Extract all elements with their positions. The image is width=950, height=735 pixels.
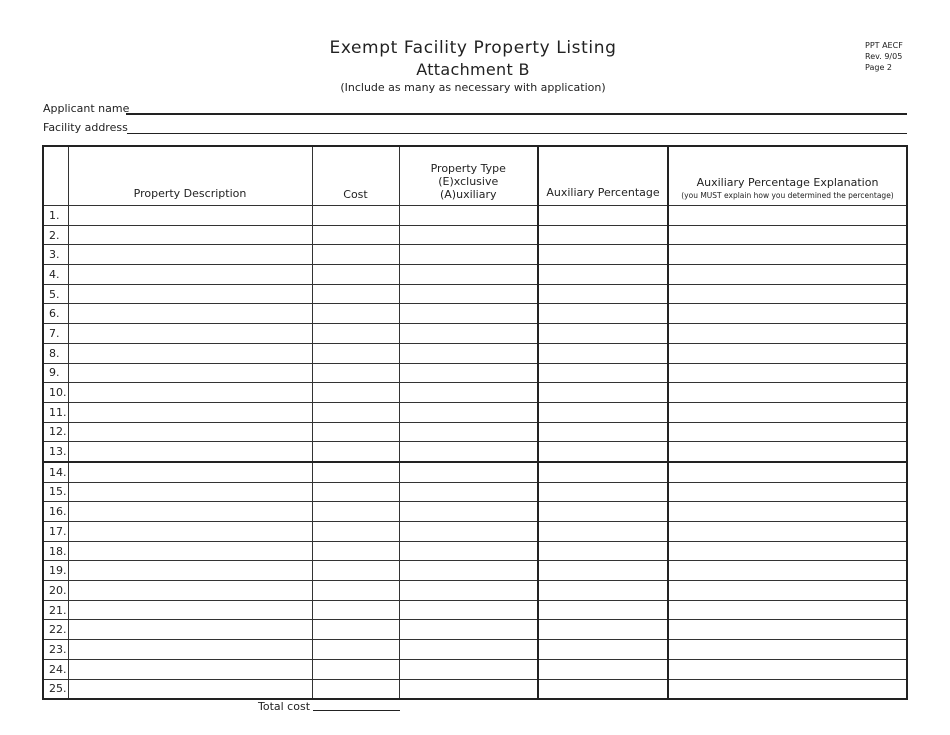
row-number: 3. — [43, 245, 68, 265]
auxiliary-explanation-cell[interactable] — [668, 541, 907, 561]
cost-cell[interactable] — [312, 541, 399, 561]
property-description-header: Property Description — [68, 146, 312, 206]
table-row — [43, 462, 907, 482]
property-type-cell[interactable] — [399, 522, 538, 542]
property-description-cell[interactable] — [68, 659, 312, 679]
property-description-cell[interactable] — [68, 561, 312, 581]
auxiliary-explanation-cell[interactable] — [668, 600, 907, 620]
property-type-cell[interactable] — [399, 442, 538, 462]
auxiliary-percentage-cell[interactable] — [538, 541, 668, 561]
row-number: 15. — [43, 482, 68, 502]
applicant-name-field[interactable] — [126, 113, 907, 115]
row-number: 14. — [43, 462, 68, 482]
table-row — [43, 383, 907, 403]
auxiliary-explanation-header — [668, 146, 907, 206]
auxiliary-percentage-cell[interactable] — [538, 502, 668, 522]
table-row — [43, 343, 907, 363]
auxiliary-explanation-cell[interactable] — [668, 245, 907, 265]
auxiliary-percentage-cell[interactable] — [538, 304, 668, 324]
table-row — [43, 304, 907, 324]
auxiliary-explanation-cell[interactable] — [668, 343, 907, 363]
property-description-cell[interactable] — [68, 640, 312, 660]
auxiliary-explanation-cell[interactable] — [668, 522, 907, 542]
page-title: Exempt Facility Property Listing — [329, 38, 617, 58]
table-row — [43, 265, 907, 285]
total-cost-label: Total cost — [258, 700, 311, 713]
auxiliary-explanation-cell[interactable] — [668, 284, 907, 304]
cost-cell[interactable] — [312, 502, 399, 522]
auxiliary-percentage-cell[interactable] — [538, 363, 668, 383]
row-number: 6. — [43, 304, 68, 324]
auxiliary-explanation-cell[interactable] — [668, 502, 907, 522]
facility-address-row — [43, 119, 907, 135]
table-row — [43, 581, 907, 601]
row-number: 9. — [43, 363, 68, 383]
auxiliary-explanation-cell[interactable] — [668, 620, 907, 640]
property-description-cell[interactable] — [68, 502, 312, 522]
property-description-cell[interactable] — [68, 442, 312, 462]
auxiliary-explanation-cell[interactable] — [668, 561, 907, 581]
table-row — [43, 679, 907, 699]
cost-cell[interactable] — [312, 324, 399, 344]
auxiliary-percentage-cell[interactable] — [538, 343, 668, 363]
property-type-cell[interactable] — [399, 462, 538, 482]
applicant-name-label: Applicant name — [43, 102, 130, 115]
form-code-block — [865, 40, 903, 73]
cost-cell[interactable] — [312, 482, 399, 502]
cost-cell[interactable] — [312, 343, 399, 363]
property-description-cell[interactable] — [68, 265, 312, 285]
cost-cell[interactable] — [312, 383, 399, 403]
table-row — [43, 442, 907, 462]
table-row — [43, 363, 907, 383]
total-cost-row — [258, 698, 400, 714]
property-type-line-1: Property Type — [430, 162, 506, 175]
auxiliary-explanation-cell[interactable] — [668, 363, 907, 383]
property-description-cell[interactable] — [68, 324, 312, 344]
row-number: 21. — [43, 600, 68, 620]
row-number: 13. — [43, 442, 68, 462]
cost-cell[interactable] — [312, 245, 399, 265]
cost-cell[interactable] — [312, 304, 399, 324]
auxiliary-explanation-cell[interactable] — [668, 462, 907, 482]
facility-address-label: Facility address — [43, 121, 128, 134]
property-type-cell[interactable] — [399, 402, 538, 422]
cost-cell[interactable] — [312, 581, 399, 601]
auxiliary-explanation-cell[interactable] — [668, 383, 907, 403]
auxiliary-percentage-cell[interactable] — [538, 422, 668, 442]
cost-cell[interactable] — [312, 284, 399, 304]
property-type-cell[interactable] — [399, 265, 538, 285]
property-type-cell[interactable] — [399, 422, 538, 442]
table-row — [43, 245, 907, 265]
property-description-cell[interactable] — [68, 343, 312, 363]
cost-cell[interactable] — [312, 225, 399, 245]
row-number: 2. — [43, 225, 68, 245]
auxiliary-explanation-cell[interactable] — [668, 225, 907, 245]
cost-header: Cost — [312, 146, 399, 206]
auxiliary-percentage-cell[interactable] — [538, 620, 668, 640]
auxiliary-explanation-cell[interactable] — [668, 402, 907, 422]
cost-cell[interactable] — [312, 522, 399, 542]
property-type-line-2: (E)xclusive — [438, 175, 499, 188]
table-row — [43, 502, 907, 522]
table-row — [43, 482, 907, 502]
property-type-cell[interactable] — [399, 225, 538, 245]
property-type-cell[interactable] — [399, 679, 538, 699]
auxiliary-explanation-cell[interactable] — [668, 442, 907, 462]
auxiliary-explanation-cell[interactable] — [668, 659, 907, 679]
auxiliary-explanation-cell[interactable] — [668, 324, 907, 344]
table-row — [43, 659, 907, 679]
property-type-cell[interactable] — [399, 304, 538, 324]
property-description-cell[interactable] — [68, 225, 312, 245]
cost-cell[interactable] — [312, 206, 399, 226]
auxiliary-percentage-cell[interactable] — [538, 482, 668, 502]
property-description-cell[interactable] — [68, 383, 312, 403]
form-id: PPT AECF — [865, 41, 903, 50]
auxiliary-explanation-cell[interactable] — [668, 581, 907, 601]
property-description-cell[interactable] — [68, 600, 312, 620]
auxiliary-percentage-cell[interactable] — [538, 383, 668, 403]
table-row — [43, 324, 907, 344]
property-description-cell[interactable] — [68, 304, 312, 324]
auxiliary-explanation-note: (you MUST explain how you determined the percentage) — [681, 191, 894, 200]
table-row — [43, 284, 907, 304]
property-type-cell[interactable] — [399, 561, 538, 581]
auxiliary-explanation-cell[interactable] — [668, 482, 907, 502]
property-type-cell[interactable] — [399, 581, 538, 601]
property-description-cell[interactable] — [68, 482, 312, 502]
property-listing-table — [42, 145, 908, 700]
table-row — [43, 206, 907, 226]
auxiliary-percentage-cell[interactable] — [538, 265, 668, 285]
cost-cell[interactable] — [312, 561, 399, 581]
page-subtitle: Attachment B — [416, 60, 530, 79]
cost-cell[interactable] — [312, 402, 399, 422]
row-number: 5. — [43, 284, 68, 304]
property-description-cell[interactable] — [68, 206, 312, 226]
row-number: 8. — [43, 343, 68, 363]
instruction-note: (Include as many as necessary with application) — [340, 81, 606, 94]
auxiliary-explanation-title: Auxiliary Percentage Explanation — [696, 176, 879, 189]
property-type-cell[interactable] — [399, 541, 538, 561]
property-description-cell[interactable] — [68, 620, 312, 640]
property-type-cell[interactable] — [399, 363, 538, 383]
auxiliary-percentage-cell[interactable] — [538, 522, 668, 542]
property-description-cell[interactable] — [68, 245, 312, 265]
auxiliary-percentage-cell[interactable] — [538, 462, 668, 482]
table-row — [43, 422, 907, 442]
property-type-cell[interactable] — [399, 640, 538, 660]
table-row — [43, 640, 907, 660]
table-row — [43, 522, 907, 542]
row-number: 7. — [43, 324, 68, 344]
cost-cell[interactable] — [312, 600, 399, 620]
table-row — [43, 225, 907, 245]
property-type-cell[interactable] — [399, 324, 538, 344]
auxiliary-percentage-cell[interactable] — [538, 659, 668, 679]
property-type-line-3: (A)uxiliary — [439, 188, 497, 201]
row-number: 23. — [43, 640, 68, 660]
property-description-cell[interactable] — [68, 402, 312, 422]
cost-cell[interactable] — [312, 462, 399, 482]
table-body — [43, 206, 907, 700]
cost-cell[interactable] — [312, 679, 399, 699]
row-number: 19. — [43, 561, 68, 581]
auxiliary-percentage-cell[interactable] — [538, 324, 668, 344]
property-type-cell[interactable] — [399, 206, 538, 226]
auxiliary-percentage-header: Auxiliary Percentage — [538, 146, 668, 206]
property-type-cell[interactable] — [399, 600, 538, 620]
auxiliary-percentage-cell[interactable] — [538, 561, 668, 581]
table-row — [43, 402, 907, 422]
property-description-cell[interactable] — [68, 679, 312, 699]
property-type-cell[interactable] — [399, 343, 538, 363]
row-number: 17. — [43, 522, 68, 542]
table-row — [43, 600, 907, 620]
property-description-cell[interactable] — [68, 284, 312, 304]
property-type-cell[interactable] — [399, 284, 538, 304]
row-number: 20. — [43, 581, 68, 601]
auxiliary-percentage-cell[interactable] — [538, 442, 668, 462]
applicant-name-row — [43, 100, 907, 116]
form-revision: Rev. 9/05 — [865, 52, 903, 61]
table-header-row — [43, 146, 907, 206]
property-type-cell[interactable] — [399, 482, 538, 502]
property-type-cell[interactable] — [399, 659, 538, 679]
facility-address-field[interactable] — [127, 133, 907, 134]
property-description-cell[interactable] — [68, 363, 312, 383]
property-type-cell[interactable] — [399, 620, 538, 640]
property-type-cell[interactable] — [399, 383, 538, 403]
auxiliary-percentage-cell[interactable] — [538, 245, 668, 265]
property-description-cell[interactable] — [68, 541, 312, 561]
auxiliary-explanation-cell[interactable] — [668, 265, 907, 285]
table-row — [43, 541, 907, 561]
cost-cell[interactable] — [312, 363, 399, 383]
auxiliary-percentage-cell[interactable] — [538, 640, 668, 660]
property-description-cell[interactable] — [68, 522, 312, 542]
cost-cell[interactable] — [312, 442, 399, 462]
property-type-cell[interactable] — [399, 502, 538, 522]
row-number: 1. — [43, 206, 68, 226]
row-number: 4. — [43, 265, 68, 285]
table-row — [43, 620, 907, 640]
cost-cell[interactable] — [312, 640, 399, 660]
page-number: Page 2 — [865, 63, 892, 72]
auxiliary-explanation-cell[interactable] — [668, 304, 907, 324]
row-number: 25. — [43, 679, 68, 699]
cost-cell[interactable] — [312, 620, 399, 640]
auxiliary-percentage-cell[interactable] — [538, 581, 668, 601]
auxiliary-percentage-cell[interactable] — [538, 600, 668, 620]
auxiliary-percentage-cell[interactable] — [538, 402, 668, 422]
row-number: 24. — [43, 659, 68, 679]
auxiliary-percentage-cell[interactable] — [538, 225, 668, 245]
property-type-header — [399, 146, 538, 206]
auxiliary-explanation-cell[interactable] — [668, 206, 907, 226]
auxiliary-explanation-cell[interactable] — [668, 640, 907, 660]
auxiliary-percentage-cell[interactable] — [538, 284, 668, 304]
row-number: 22. — [43, 620, 68, 640]
property-description-cell[interactable] — [68, 581, 312, 601]
auxiliary-percentage-cell[interactable] — [538, 206, 668, 226]
property-description-cell[interactable] — [68, 422, 312, 442]
table-row — [43, 561, 907, 581]
total-cost-field[interactable] — [313, 710, 400, 711]
auxiliary-explanation-cell[interactable] — [668, 422, 907, 442]
cost-cell[interactable] — [312, 422, 399, 442]
row-number: 16. — [43, 502, 68, 522]
auxiliary-explanation-cell[interactable] — [668, 679, 907, 699]
row-number: 11. — [43, 402, 68, 422]
row-number: 12. — [43, 422, 68, 442]
cost-cell[interactable] — [312, 265, 399, 285]
row-number-header — [43, 146, 68, 206]
property-description-cell[interactable] — [68, 462, 312, 482]
cost-cell[interactable] — [312, 659, 399, 679]
property-type-cell[interactable] — [399, 245, 538, 265]
auxiliary-percentage-cell[interactable] — [538, 679, 668, 699]
row-number: 18. — [43, 541, 68, 561]
row-number: 10. — [43, 383, 68, 403]
